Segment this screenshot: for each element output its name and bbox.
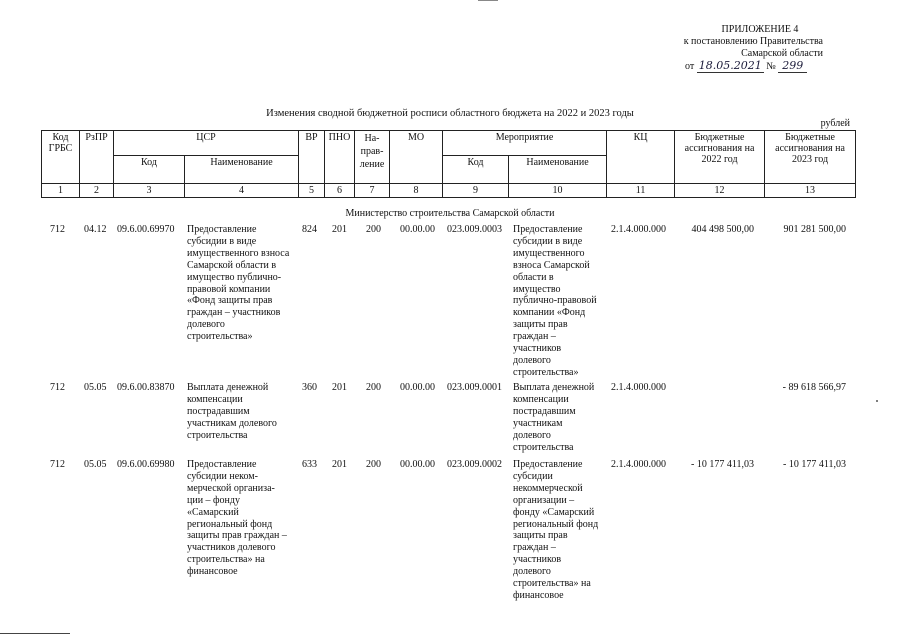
col-number: 6 bbox=[325, 184, 355, 198]
header-rzpr: РзПР bbox=[80, 131, 114, 184]
cell-rzpr: 05.05 bbox=[84, 459, 107, 470]
cell-vr: 360 bbox=[302, 382, 317, 393]
cell-csr-kod: 09.6.00.69980 bbox=[117, 459, 175, 470]
header-csr: ЦСР bbox=[114, 131, 299, 156]
cell-grbs: 712 bbox=[50, 459, 65, 470]
cell-mer-name: Предоставление субсидии некоммерческой организации – фонду «Самарский региональный фонд защиты прав граждан – участников долевого строительства» на финансовое bbox=[513, 459, 599, 601]
header-kc: КЦ bbox=[607, 131, 675, 184]
col-number: 13 bbox=[765, 184, 856, 198]
col-number: 4 bbox=[185, 184, 299, 198]
cell-rzpr: 05.05 bbox=[84, 382, 107, 393]
cell-mer-kod: 023.009.0002 bbox=[447, 459, 502, 470]
cell-napravlenie: 200 bbox=[366, 382, 381, 393]
date-prefix: от bbox=[685, 61, 695, 72]
cell-vr: 633 bbox=[302, 459, 317, 470]
table-header bbox=[41, 130, 856, 198]
cell-mo: 00.00.00 bbox=[400, 224, 435, 235]
handwritten-number: 299 bbox=[778, 59, 807, 73]
col-number: 5 bbox=[299, 184, 325, 198]
cell-budget-2023: - 10 177 411,03 bbox=[783, 459, 846, 470]
col-number: 9 bbox=[443, 184, 509, 198]
header-meropriyatie: Мероприятие bbox=[443, 131, 607, 156]
header-mer-name: Наименование bbox=[509, 156, 607, 184]
col-number: 10 bbox=[509, 184, 607, 198]
cell-csr-name: Предоставление субсидии неком- мерческой организа- ции – фонду «Самарский региональный фонд защиты прав граждан – участников долевого строительства» на финансовое bbox=[187, 459, 287, 578]
cell-mo: 00.00.00 bbox=[400, 459, 435, 470]
col-number: 1 bbox=[42, 184, 80, 198]
cell-napravlenie: 200 bbox=[366, 459, 381, 470]
header-csr-name: Наименование bbox=[185, 156, 299, 184]
appendix-line3: Самарской области bbox=[741, 48, 823, 59]
cell-budget-2023: 901 281 500,00 bbox=[783, 224, 846, 235]
cell-csr-name: Предоставление субсидии в виде имущественного взноса Самарской области в имущество публично- правовой компании «Фонд защиты прав граждан – участников долевого строительства» bbox=[187, 224, 290, 343]
col-number: 3 bbox=[114, 184, 185, 198]
header-pno: ПНО bbox=[325, 131, 355, 184]
cell-budget-2023: - 89 618 566,97 bbox=[782, 382, 846, 393]
cell-pno: 201 bbox=[332, 224, 347, 235]
appendix-line2: к постановлению Правительства bbox=[683, 36, 823, 47]
cell-budget-2022: 404 498 500,00 bbox=[691, 224, 754, 235]
cell-grbs: 712 bbox=[50, 224, 65, 235]
header-csr-kod: Код bbox=[114, 156, 185, 184]
ministry-heading: Министерство строительства Самарской области bbox=[345, 208, 555, 219]
header-mer-kod: Код bbox=[443, 156, 509, 184]
header-kod-grbs: Код ГРБС bbox=[42, 131, 80, 184]
cell-kc: 2.1.4.000.000 bbox=[611, 224, 666, 235]
cell-kc: 2.1.4.000.000 bbox=[611, 382, 666, 393]
cell-csr-kod: 09.6.00.69970 bbox=[117, 224, 175, 235]
cell-vr: 824 bbox=[302, 224, 317, 235]
header-mo: МО bbox=[390, 131, 443, 184]
page-title: Изменения сводной бюджетной росписи областного бюджета на 2022 и 2023 годы bbox=[266, 108, 634, 119]
cell-mo: 00.00.00 bbox=[400, 382, 435, 393]
col-number: 7 bbox=[355, 184, 390, 198]
cell-mer-name: Предоставление субсидии в виде имущественного взноса Самарской области в имущество публично-правовой компании «Фонд защиты прав граждан – участников долевого строительства» bbox=[513, 224, 597, 378]
scan-speck bbox=[876, 400, 878, 402]
cell-pno: 201 bbox=[332, 382, 347, 393]
resolution-date-number bbox=[685, 59, 820, 73]
cell-mer-name: Выплата денежной компенсации пострадавшим участникам долевого строительства bbox=[513, 382, 595, 453]
cell-mer-kod: 023.009.0001 bbox=[447, 382, 502, 393]
page-corner-line bbox=[0, 633, 70, 634]
col-number: 2 bbox=[80, 184, 114, 198]
cell-rzpr: 04.12 bbox=[84, 224, 107, 235]
cell-budget-2022: - 10 177 411,03 bbox=[691, 459, 754, 470]
cell-pno: 201 bbox=[332, 459, 347, 470]
col-number: 11 bbox=[607, 184, 675, 198]
cell-kc: 2.1.4.000.000 bbox=[611, 459, 666, 470]
cell-mer-kod: 023.009.0003 bbox=[447, 224, 502, 235]
cell-csr-kod: 09.6.00.83870 bbox=[117, 382, 175, 393]
header-budget-2022: Бюджетные ассигнования на 2022 год bbox=[675, 131, 765, 184]
header-budget-2023: Бюджетные ассигнования на 2023 год bbox=[765, 131, 856, 184]
cell-napravlenie: 200 bbox=[366, 224, 381, 235]
scan-mark bbox=[478, 0, 498, 1]
col-number: 12 bbox=[675, 184, 765, 198]
col-number: 8 bbox=[390, 184, 443, 198]
appendix-title: ПРИЛОЖЕНИЕ 4 bbox=[721, 24, 799, 35]
header-napravlenie: На-прав-ление bbox=[355, 131, 390, 184]
handwritten-date: 18.05.2021 bbox=[698, 59, 762, 72]
cell-grbs: 712 bbox=[50, 382, 65, 393]
number-prefix: № bbox=[766, 61, 776, 72]
currency-unit: рублей bbox=[820, 118, 850, 129]
header-vr: ВР bbox=[299, 131, 325, 184]
cell-csr-name: Выплата денежной компенсации пострадавшим участникам долевого строительства bbox=[187, 382, 277, 441]
appendix-block bbox=[663, 24, 823, 60]
